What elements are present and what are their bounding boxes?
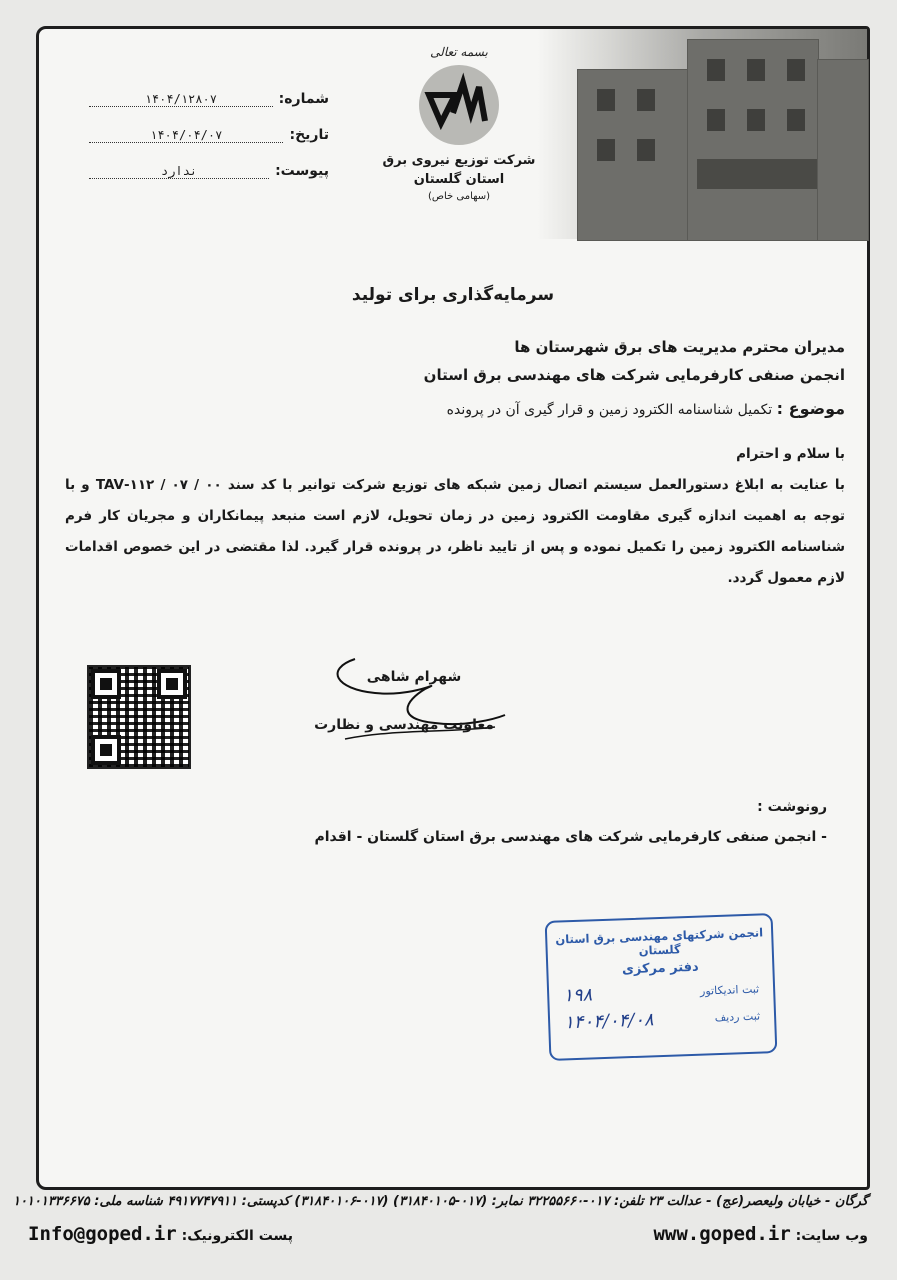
stamp-org: انجمن شرکتهای مهندسی برق استان گلستان bbox=[555, 925, 764, 958]
letter-sheet bbox=[36, 26, 870, 1190]
footer-address: گرگان - خیابان ولیعصر(عج) - عدالت ۲۳ تلفن: ۰۱۷-۳۲۲۵۵۶۶۰ نمابر: (۰۱۷-۳۱۸۴۰۱۰۵) (۰۱۷-۳۱۸۴۰۱۰۶) کدپستی: ۴۹۱۷۷۴۷۹۱۱ شناسه ملی: ۱۰۱۰۱۳۳۶۶۷۵ bbox=[12, 1194, 868, 1209]
letter-body bbox=[65, 439, 845, 594]
province-name: استان گلستان bbox=[413, 172, 505, 187]
stamp-register-value: ۱۹۸ bbox=[562, 984, 593, 1007]
number-label: شماره: bbox=[278, 91, 329, 107]
registration-stamp bbox=[545, 913, 778, 1061]
email-group bbox=[28, 1223, 293, 1245]
company-logo-icon bbox=[419, 65, 499, 145]
company-header bbox=[369, 45, 549, 202]
company-type: (سهامی خاص) bbox=[427, 191, 491, 202]
stamp-row-value: ۱۴۰۴/۰۴/۰۸ bbox=[563, 1009, 654, 1034]
website-group bbox=[653, 1223, 868, 1245]
stamp-register-label: ثبت اندیکاتور bbox=[699, 982, 760, 998]
signer-name: شهرام شاهی bbox=[366, 669, 462, 685]
attachment-value: ندارد bbox=[89, 164, 269, 179]
stamp-office: دفتر مرکزی bbox=[621, 959, 699, 978]
bismillah: بسمه تعالی bbox=[430, 45, 488, 59]
body-paragraph: با عنایت به ابلاغ دستورالعمل سیستم اتصال زمین شبکه های توزیع شرکت توانیر با کد سند ۰۰ / ۰۷ / ۱۱۲-TAV و با توجه به اهمیت اندازه گیری مقاومت الکترود زمین در زمان تحویل، لازم است منبعد پیمانکاران و مجریان کار فرم شناسنامه الکترود زمین را تکمیل نموده و پس از تایید ناظر، در پرونده قرار گیرد. لذا مقتضی در این خصوص اقدامات لازم معمول گردد. bbox=[65, 477, 845, 586]
cc-item: - انجمن صنفی کارفرمایی شرکت های مهندسی برق استان گلستان - اقدام bbox=[314, 829, 827, 845]
stamp-row-label: ثبت ردیف bbox=[714, 1009, 761, 1025]
stamp-register-row bbox=[549, 978, 774, 1007]
handwritten-signature bbox=[315, 649, 515, 749]
building-photo bbox=[537, 29, 867, 239]
recipients bbox=[85, 333, 845, 389]
email-link[interactable]: Info@goped.ir bbox=[28, 1223, 177, 1245]
date-value: ۱۴۰۴/۰۴/۰۷ bbox=[89, 128, 283, 143]
date-label: تاریخ: bbox=[289, 127, 329, 143]
subject-line bbox=[85, 397, 845, 422]
number-value: ۱۴۰۴/۱۲۸۰۷ bbox=[89, 92, 273, 107]
attachment-row bbox=[89, 153, 329, 189]
signer-title: معاونت مهندسی و نظارت bbox=[314, 717, 494, 733]
email-label: پست الکترونیک: bbox=[181, 1228, 294, 1244]
recipient-1: مدیران محترم مدیریت های برق شهرستان ها bbox=[514, 338, 845, 356]
letter-meta bbox=[89, 81, 329, 189]
cc-label: رونوشت : bbox=[757, 799, 827, 815]
number-row bbox=[89, 81, 329, 117]
slogan-title: سرمایه‌گذاری برای تولید bbox=[351, 285, 555, 305]
attachment-label: پیوست: bbox=[275, 163, 329, 179]
subject-label: موضوع : bbox=[776, 399, 845, 418]
footer-contact bbox=[28, 1223, 868, 1245]
letter-footer bbox=[12, 1194, 868, 1245]
company-name: شرکت توزیع نیروی برق bbox=[382, 153, 536, 168]
qr-code-icon bbox=[87, 665, 191, 769]
subject-text: تکمیل شناسنامه الکترود زمین و قرار گیری آن در پرونده bbox=[446, 402, 773, 418]
greeting: با سلام و احترام bbox=[736, 446, 845, 462]
stamp-row-row bbox=[550, 1005, 775, 1034]
date-row bbox=[89, 117, 329, 153]
recipient-2: انجمن صنفی کارفرمایی شرکت های مهندسی برق استان bbox=[423, 366, 845, 384]
website-label: وب سایت: bbox=[795, 1228, 868, 1244]
website-link[interactable]: www.goped.ir bbox=[653, 1223, 791, 1245]
